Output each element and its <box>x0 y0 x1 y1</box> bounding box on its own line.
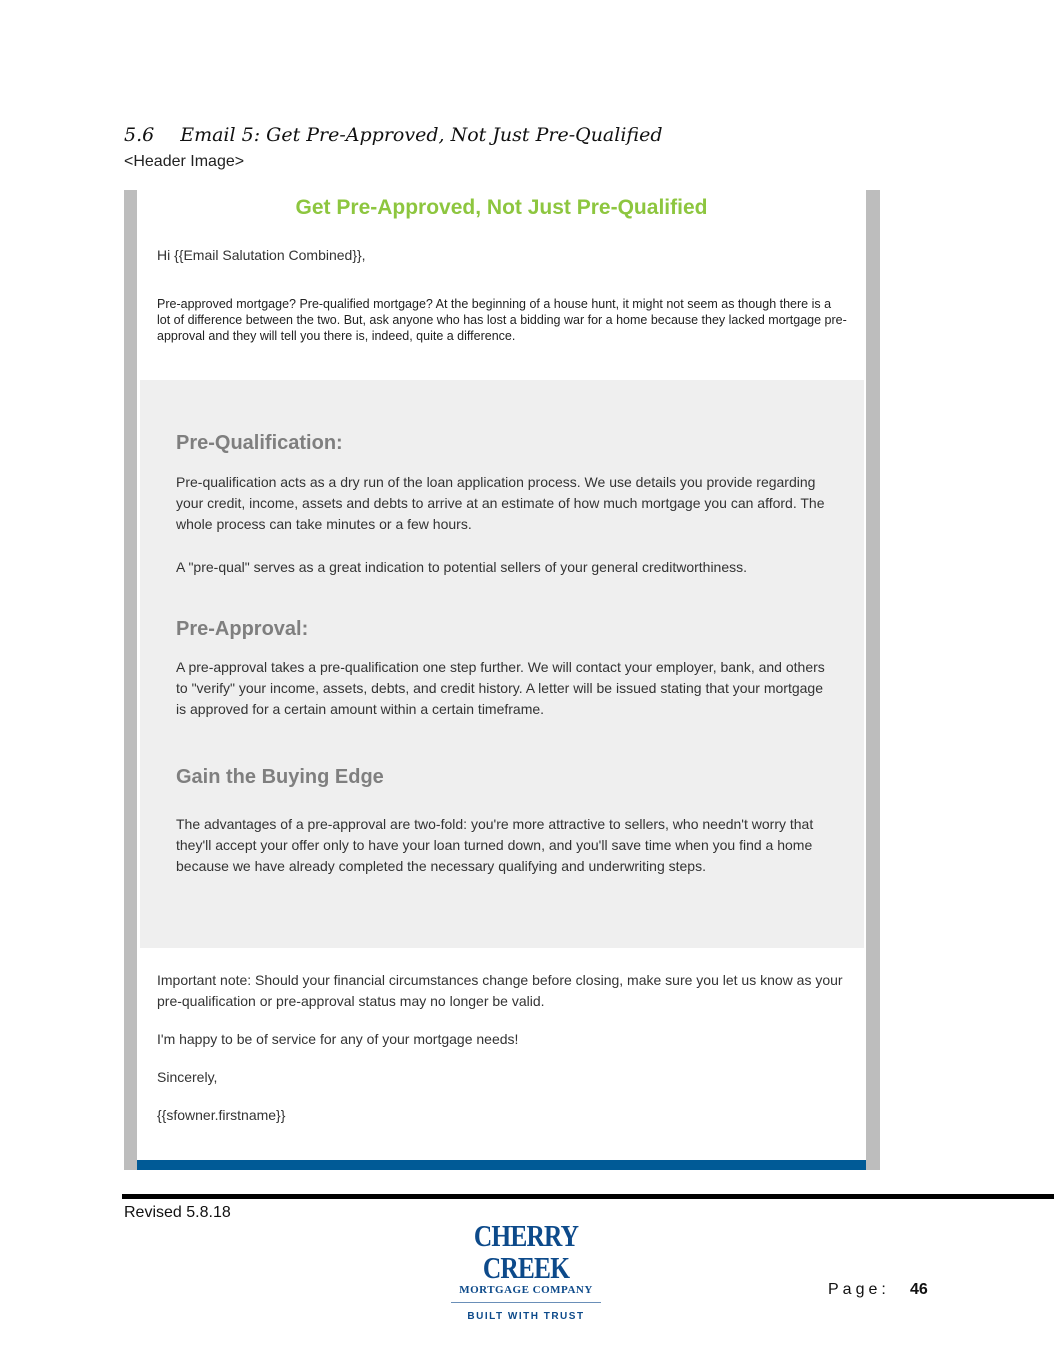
email-footer-bar <box>137 1160 866 1170</box>
prequal-paragraph-2: A "pre-qual" serves as a great indication to potential sellers of your general creditworthiness. <box>176 559 748 575</box>
buying-edge-paragraph: The advantages of a pre-approval are two-fold: you're more attractive to sellers, who needn't worry that they'll accept your offer only to have your loan turned down, and you'll save time when you find a home because we have already completed the necessary qualifying and underwriting steps. <box>176 816 814 874</box>
section-heading <box>124 124 663 146</box>
logo-subtitle: MORTGAGE COMPANY <box>459 1284 593 1296</box>
logo-name: CHERRY CREEK <box>473 1218 579 1285</box>
company-logo <box>430 1220 622 1322</box>
email-body <box>137 190 866 1170</box>
section-number: 5.6 <box>124 124 155 146</box>
info-panel <box>140 380 864 948</box>
preapproval-paragraph: A pre-approval takes a pre-qualification one step further. We will contact your employer, bank, and others to "verify" your income, assets, debts, and credit history. A letter will be issued stating that your mortgage is approved for a certain amount within a certain timeframe. <box>176 659 825 717</box>
prequal-heading: Pre-Qualification: <box>176 432 343 454</box>
email-intro: Pre-approved mortgage? Pre-qualified mortgage? At the beginning of a house hunt, it might not seem as though there is a lot of difference between the two. But, ask anyone who has lost a bidding war for a home because they lacked mortgage pre-approval and they will tell you there is, indeed, quite a difference. <box>157 297 847 343</box>
buying-edge-heading: Gain the Buying Edge <box>176 766 384 788</box>
email-salutation: Hi {{Email Salutation Combined}}, <box>157 247 366 263</box>
section-title: Email 5: Get Pre-Approved, Not Just Pre-Qualified <box>180 124 663 146</box>
revision-date: Revised 5.8.18 <box>124 1204 231 1221</box>
email-title: Get Pre-Approved, Not Just Pre-Qualified <box>295 196 708 219</box>
footer-divider <box>122 1194 1054 1199</box>
prequal-paragraph-1: Pre-qualification acts as a dry run of the loan application process. We use details you provide regarding your credit, income, assets and debts to arrive at an estimate of how much mortgage you can afford. The whole process can take minutes or a few hours. <box>176 474 825 532</box>
signature-placeholder: {{sfowner.firstname}} <box>157 1107 286 1123</box>
logo-rule <box>451 1302 601 1303</box>
sign-off: Sincerely, <box>157 1069 218 1085</box>
email-screenshot <box>124 190 880 1170</box>
page-number: 46 <box>910 1281 928 1298</box>
logo-tagline: BUILT WITH TRUST <box>467 1311 585 1322</box>
closing-line: I'm happy to be of service for any of your mortgage needs! <box>157 1031 519 1047</box>
header-image-placeholder: <Header Image> <box>124 153 245 170</box>
important-note: Important note: Should your financial circumstances change before closing, make sure you let us know as your pre-qualification or pre-approval status may no longer be valid. <box>157 972 843 1009</box>
page-label: Page: <box>828 1281 890 1298</box>
preapproval-heading: Pre-Approval: <box>176 618 309 640</box>
